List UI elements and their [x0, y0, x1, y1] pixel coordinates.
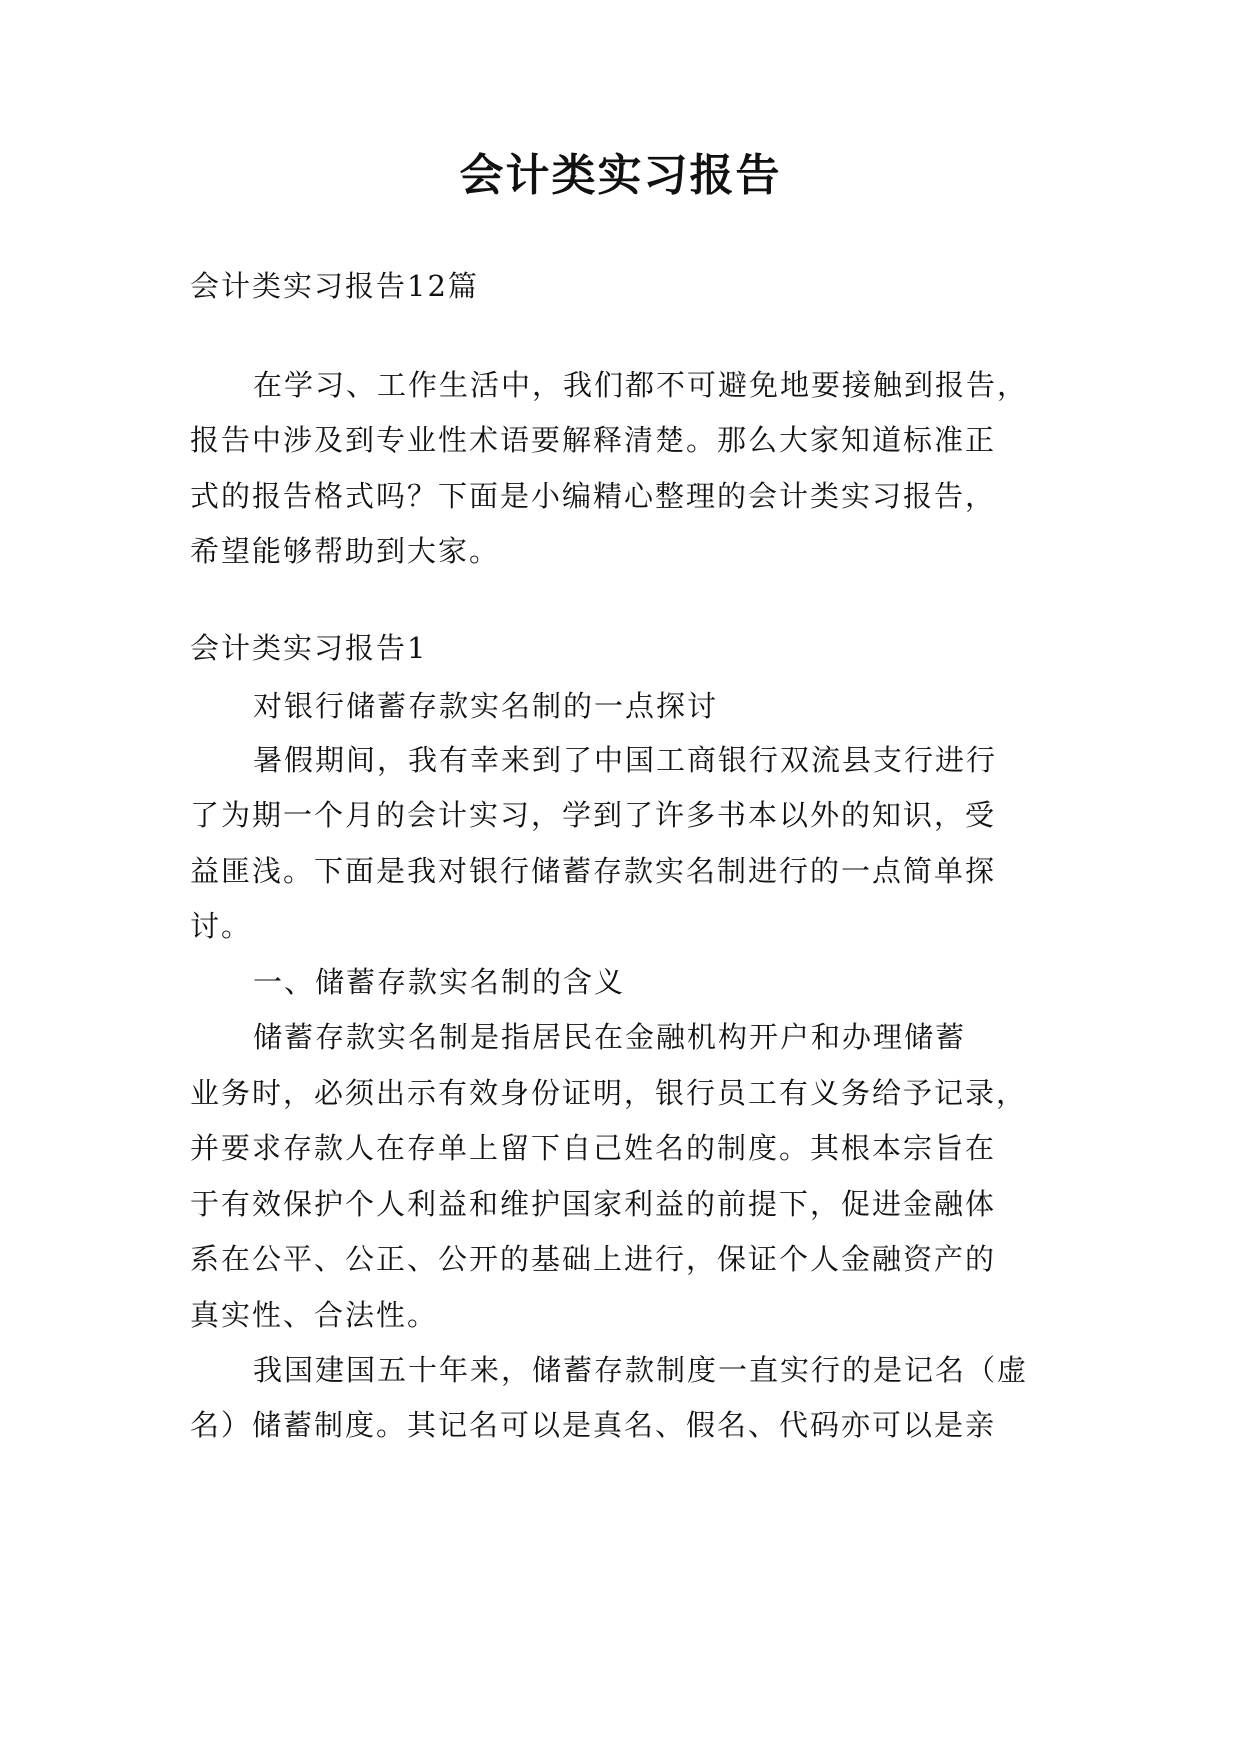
para2-line-1: 储蓄存款实名制是指居民在金融机构开户和办理储蓄 [253, 1020, 967, 1054]
intro-line-1: 在学习、工作生活中，我们都不可避免地要接触到报告， [253, 368, 1029, 402]
para1-line-1: 暑假期间，我有幸来到了中国工商银行双流县支行进行 [253, 743, 998, 777]
document-subtitle: 会计类实习报告12篇 [190, 269, 479, 303]
heading-1: 一、储蓄存款实名制的含义 [253, 965, 626, 999]
para1-line-3: 益匪浅。下面是我对银行储蓄存款实名制进行的一点简单探 [190, 854, 997, 888]
para2-line-2: 业务时，必须出示有效身份证明，银行员工有义务给予记录， [190, 1076, 1028, 1110]
para1-line-2: 了为期一个月的会计实习，学到了许多书本以外的知识，受 [190, 798, 997, 832]
article-title: 对银行储蓄存款实名制的一点探讨 [253, 689, 719, 723]
intro-line-4: 希望能够帮助到大家。 [190, 534, 501, 568]
para2-line-6: 真实性、合法性。 [190, 1298, 439, 1332]
para2-line-4: 于有效保护个人利益和维护国家利益的前提下，促进金融体 [190, 1187, 997, 1221]
para3-line-1: 我国建国五十年来，储蓄存款制度一直实行的是记名（虚 [253, 1353, 1029, 1387]
intro-line-3: 式的报告格式吗？下面是小编精心整理的会计类实习报告， [190, 479, 997, 513]
para2-line-3: 并要求存款人在存单上留下自己姓名的制度。其根本宗旨在 [190, 1131, 997, 1165]
para3-line-2: 名）储蓄制度。其记名可以是真名、假名、代码亦可以是亲 [190, 1408, 997, 1442]
document-title: 会计类实习报告 [459, 150, 782, 201]
section-title: 会计类实习报告1 [190, 631, 428, 665]
para1-line-4: 讨。 [190, 909, 253, 943]
intro-line-2: 报告中涉及到专业性术语要解释清楚。那么大家知道标准正 [190, 423, 997, 457]
para2-line-5: 系在公平、公正、公开的基础上进行，保证个人金融资产的 [190, 1242, 997, 1276]
